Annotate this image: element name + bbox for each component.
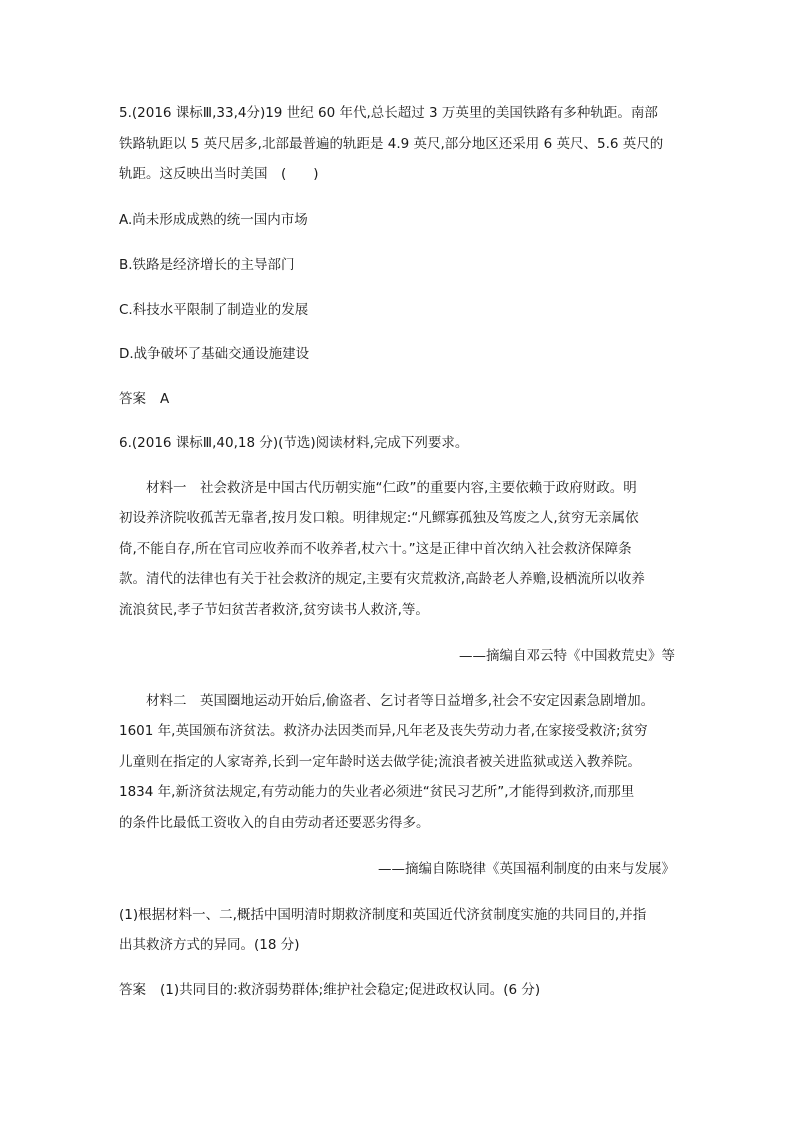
material2-source: ——摘编自陈晓律《英国福利制度的由来与发展》 — [378, 861, 675, 877]
q6-stem: 6.(2016 课标Ⅲ,40,18 分)(节选)阅读材料,完成下列要求。 — [119, 435, 469, 451]
material2-line-3: 儿童则在指定的人家寄养,长到一定年龄时送去做学徒;流浪者被关进监狱或送入教养院。 — [119, 754, 641, 770]
q6-answer-row — [119, 980, 540, 1000]
q5-option-a: A.尚未形成成熟的统一国内市场 — [119, 212, 308, 228]
q6-question1-line-2: 出其救济方式的异同。(18 分) — [119, 937, 300, 953]
q5-option-d: D.战争破坏了基础交通设施建设 — [119, 346, 310, 362]
material1-line-3: 倚,不能自存,所在官司应收养而不收养者,杖六十。”这是正律中首次纳入社会救济保障条 — [119, 541, 632, 557]
q5-option-b: B.铁路是经济增长的主导部门 — [119, 257, 295, 273]
material2-line-1: 材料二 英国圈地运动开始后,偷盗者、乞讨者等日益增多,社会不安定因素急剧增加。 — [146, 693, 655, 709]
q5-option-c: C.科技水平限制了制造业的发展 — [119, 302, 309, 318]
material2-line-2: 1601 年,英国颁布济贫法。救济办法因类而异,凡年老及丧失劳动力者,在家接受救济;贫穷 — [119, 723, 648, 739]
q5-stem-line-1: 5.(2016 课标Ⅲ,33,4分)19 世纪 60 年代,总长超过 3 万英里的美国铁路有多种轨距。南部 — [119, 105, 658, 121]
q5-stem-line-2: 铁路轨距以 5 英尺居多,北部最普遍的轨距是 4.9 英尺,部分地区还采用 6 英尺、5.6 英尺的 — [119, 136, 664, 152]
answer-label: 答案 — [119, 982, 146, 998]
q5-answer-row — [119, 389, 169, 409]
material2-line-5: 的条件比最低工资收入的自由劳动者还要恶劣得多。 — [119, 815, 430, 831]
q6-question1-line-1: (1)根据材料一、二,概括中国明清时期救济制度和英国近代济贫制度实施的共同目的,并指 — [119, 907, 647, 923]
material1-line-5: 流浪贫民,孝子节妇贫苦者救济,贫穷读书人救济,等。 — [119, 602, 429, 618]
q5-answer-value: A — [160, 391, 170, 407]
q6-answer-value: (1)共同目的:救济弱势群体;维护社会稳定;促进政权认同。(6 分) — [160, 982, 541, 998]
material1-line-4: 款。清代的法律也有关于社会救济的规定,主要有灾荒救济,高龄老人养赡,设栖流所以收养 — [119, 571, 645, 587]
material1-line-1: 材料一 社会救济是中国古代历朝实施“仁政”的重要内容,主要依赖于政府财政。明 — [146, 480, 637, 496]
material1-source: ——摘编自邓云特《中国救荒史》等 — [459, 648, 675, 664]
answer-label: 答案 — [119, 391, 146, 407]
q5-stem-line-3: 轨距。这反映出当时美国 ( ) — [119, 166, 319, 182]
material2-line-4: 1834 年,新济贫法规定,有劳动能力的失业者必须进“贫民习艺所”,才能得到救济,而那里 — [119, 784, 635, 800]
material1-line-2: 初设养济院收孤苦无靠者,按月发口粮。明律规定:“凡鳏寡孤独及笃废之人,贫穷无亲属依 — [119, 510, 639, 526]
